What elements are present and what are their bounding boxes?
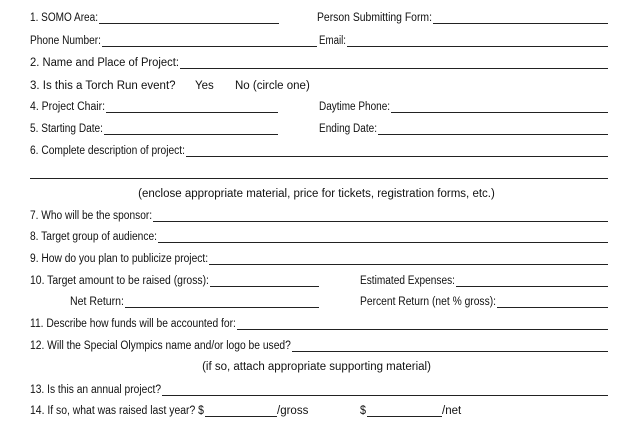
target-group-label: 8. Target group of audience:	[30, 231, 157, 243]
row-name-place	[0, 56, 633, 72]
starting-date-label: 5. Starting Date:	[30, 123, 103, 135]
row-funds-accounted	[0, 317, 633, 333]
funds-accounted-field[interactable]	[237, 329, 608, 330]
row-publicize	[0, 252, 633, 268]
estimated-expenses-field[interactable]	[456, 286, 608, 287]
description-field[interactable]	[186, 156, 608, 157]
ending-date-label: Ending Date:	[319, 123, 377, 135]
person-submitting-field[interactable]	[433, 23, 608, 24]
gross-amount-field[interactable]	[205, 416, 277, 417]
row-phone-email	[0, 34, 633, 50]
row-description	[0, 144, 633, 160]
row-annual-project	[0, 383, 633, 399]
email-field[interactable]	[347, 46, 608, 47]
estimated-expenses-label: Estimated Expenses:	[360, 275, 455, 287]
net-return-field[interactable]	[125, 307, 319, 308]
name-place-field[interactable]	[180, 68, 608, 69]
phone-number-field[interactable]	[102, 46, 317, 47]
target-amount-label: 10. Target amount to be raised (gross):	[30, 275, 209, 287]
net-return-label: Net Return:	[70, 296, 124, 308]
raised-last-year-label: 14. If so, what was raised last year? $	[30, 405, 204, 417]
starting-date-field[interactable]	[104, 134, 278, 135]
annual-project-field[interactable]	[162, 395, 608, 396]
daytime-phone-field[interactable]	[391, 112, 608, 113]
logo-note: (if so, attach appropriate supporting material)	[202, 361, 431, 373]
enclose-note: (enclose appropriate material, price for tickets, registration forms, etc.)	[138, 188, 495, 200]
dollar-sign: $	[360, 405, 367, 417]
row-raised-last-year	[0, 404, 633, 420]
target-amount-field[interactable]	[210, 286, 319, 287]
row-target-group	[0, 230, 633, 246]
annual-project-label: 13. Is this an annual project?	[30, 384, 162, 396]
row-description-continued	[0, 166, 633, 182]
somo-area-label: 1. SOMO Area:	[30, 12, 99, 24]
description-label: 6. Complete description of project:	[30, 145, 185, 157]
percent-return-field[interactable]	[497, 307, 608, 308]
row-dates	[0, 122, 633, 138]
sponsor-label: 7. Who will be the sponsor:	[30, 210, 153, 222]
target-group-field[interactable]	[158, 242, 608, 243]
special-olympics-field[interactable]	[292, 351, 608, 352]
percent-return-label: Percent Return (net % gross):	[360, 296, 496, 308]
torch-run-yes-option[interactable]: Yes	[195, 80, 214, 92]
funds-accounted-label: 11. Describe how funds will be accounted for:	[30, 318, 236, 330]
row-project-chair	[0, 100, 633, 116]
row-torch-run	[0, 79, 633, 95]
project-chair-field[interactable]	[106, 112, 278, 113]
project-chair-label: 4. Project Chair:	[30, 101, 106, 113]
ending-date-field[interactable]	[378, 134, 608, 135]
description-field-line-2[interactable]	[30, 178, 608, 179]
row-net-return	[0, 295, 633, 311]
daytime-phone-label: Daytime Phone:	[319, 101, 391, 113]
name-place-label: 2. Name and Place of Project:	[30, 57, 179, 69]
publicize-field[interactable]	[209, 264, 608, 265]
net-label: /net	[442, 405, 462, 417]
row-sponsor	[0, 209, 633, 225]
torch-run-question: 3. Is this a Torch Run event?	[30, 80, 176, 92]
somo-area-field[interactable]	[99, 23, 279, 24]
gross-label: /gross	[277, 405, 309, 417]
phone-number-label: Phone Number:	[30, 35, 101, 47]
row-special-olympics	[0, 339, 633, 355]
net-amount-field[interactable]	[367, 416, 442, 417]
row-somo-area	[0, 11, 633, 27]
row-target-amount	[0, 274, 633, 290]
sponsor-field[interactable]	[153, 221, 608, 222]
torch-run-no-option[interactable]: No (circle one)	[235, 80, 310, 92]
publicize-label: 9. How do you plan to publicize project:	[30, 253, 209, 265]
person-submitting-label: Person Submitting Form:	[317, 12, 432, 24]
email-label: Email:	[319, 35, 347, 47]
special-olympics-label: 12. Will the Special Olympics name and/or logo be used?	[30, 340, 291, 352]
